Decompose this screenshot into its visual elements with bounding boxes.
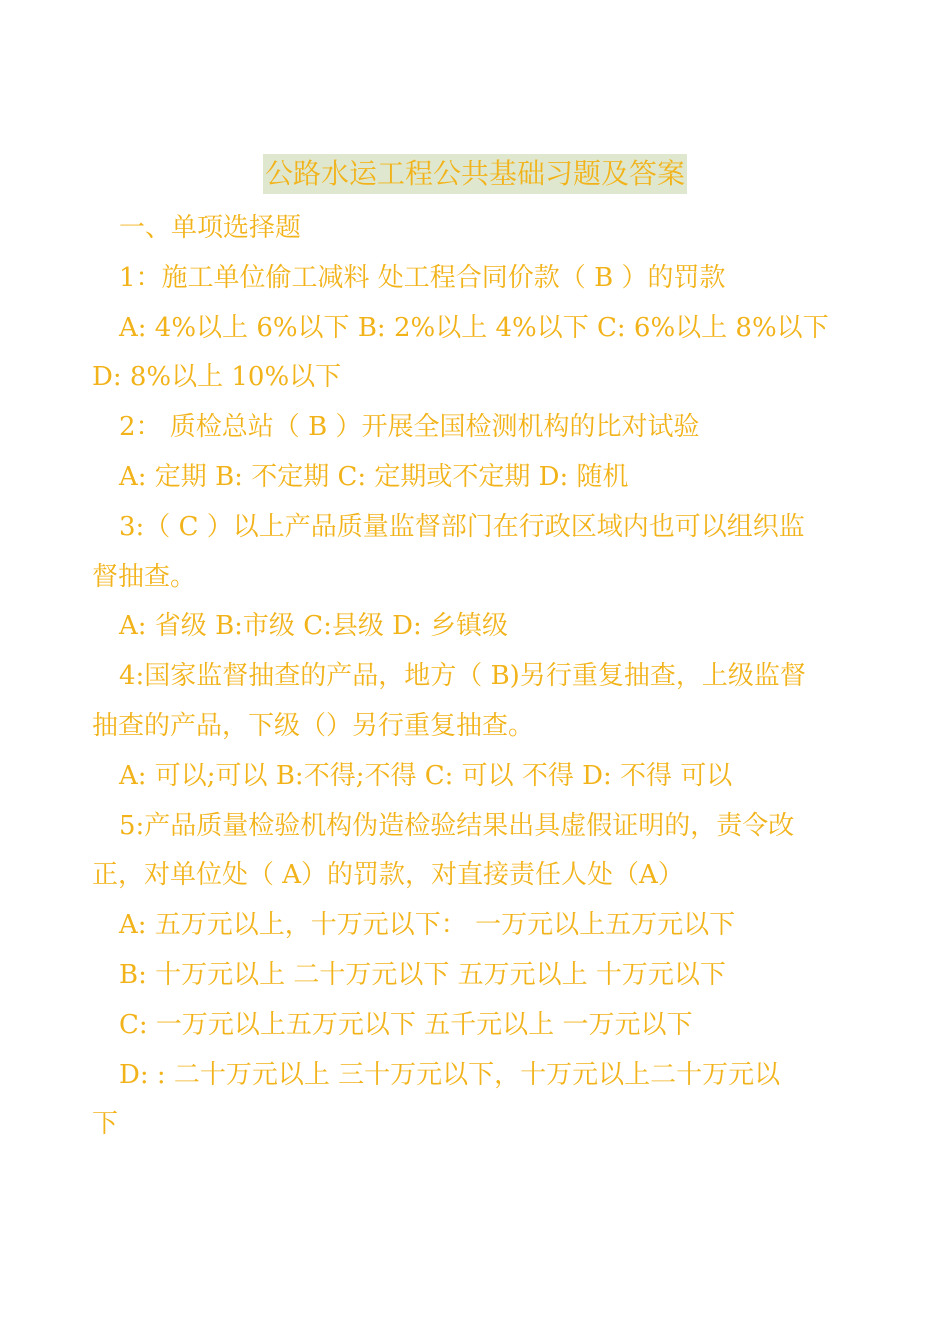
question-4-continued: 抽查的产品，下级（）另行重复抽查。 xyxy=(92,710,535,741)
question-3-continued: 督抽查。 xyxy=(92,561,197,592)
question-1: 1：施工单位偷工减料 处工程合同价款（ B ）的罚款 xyxy=(119,262,726,293)
section-heading: 一、单项选择题 xyxy=(119,213,302,243)
document-title: 公路水运工程公共基础习题及答案 xyxy=(263,154,687,194)
question-1-options: A: 4%以上 6%以下 B: 2%以上 4%以下 C: 6%以上 8%以下 xyxy=(119,312,829,343)
question-5-continued: 正，对单位处（ A）的罚款，对直接责任人处（A） xyxy=(92,860,684,891)
question-5: 5:产品质量检验机构伪造检验结果出具虚假证明的，责令改 xyxy=(119,810,795,841)
question-4: 4:国家监督抽查的产品，地方（ B)另行重复抽查，上级监督 xyxy=(119,661,806,692)
question-5-option-d: D: : 二十万元以上 三十万元以下，十万元以上二十万元以 xyxy=(119,1059,781,1090)
title-container xyxy=(0,154,950,194)
question-2: 2： 质检总站（ B ）开展全国检测机构的比对试验 xyxy=(119,412,700,443)
document-body xyxy=(92,204,862,1150)
question-3: 3:（ C ）以上产品质量监督部门在行政区域内也可以组织监 xyxy=(119,511,805,542)
question-5-option-b: B: 十万元以上 二十万元以下 五万元以上 十万元以下 xyxy=(119,959,726,990)
question-5-option-d-continued: 下 xyxy=(92,1109,119,1140)
question-4-options: A: 可以;可以 B:不得;不得 C: 可以 不得 D: 不得 可以 xyxy=(119,760,733,791)
question-5-option-a: A: 五万元以上，十万元以下： 一万元以上五万元以下 xyxy=(119,910,736,941)
question-5-option-c: C: 一万元以上五万元以下 五千元以上 一万元以下 xyxy=(119,1009,693,1040)
question-2-options: A: 定期 B: 不定期 C: 定期或不定期 D: 随机 xyxy=(119,461,629,492)
question-1-options-continued: D: 8%以上 10%以下 xyxy=(92,362,342,393)
question-3-options: A: 省级 B:市级 C:县级 D: 乡镇级 xyxy=(119,611,508,642)
